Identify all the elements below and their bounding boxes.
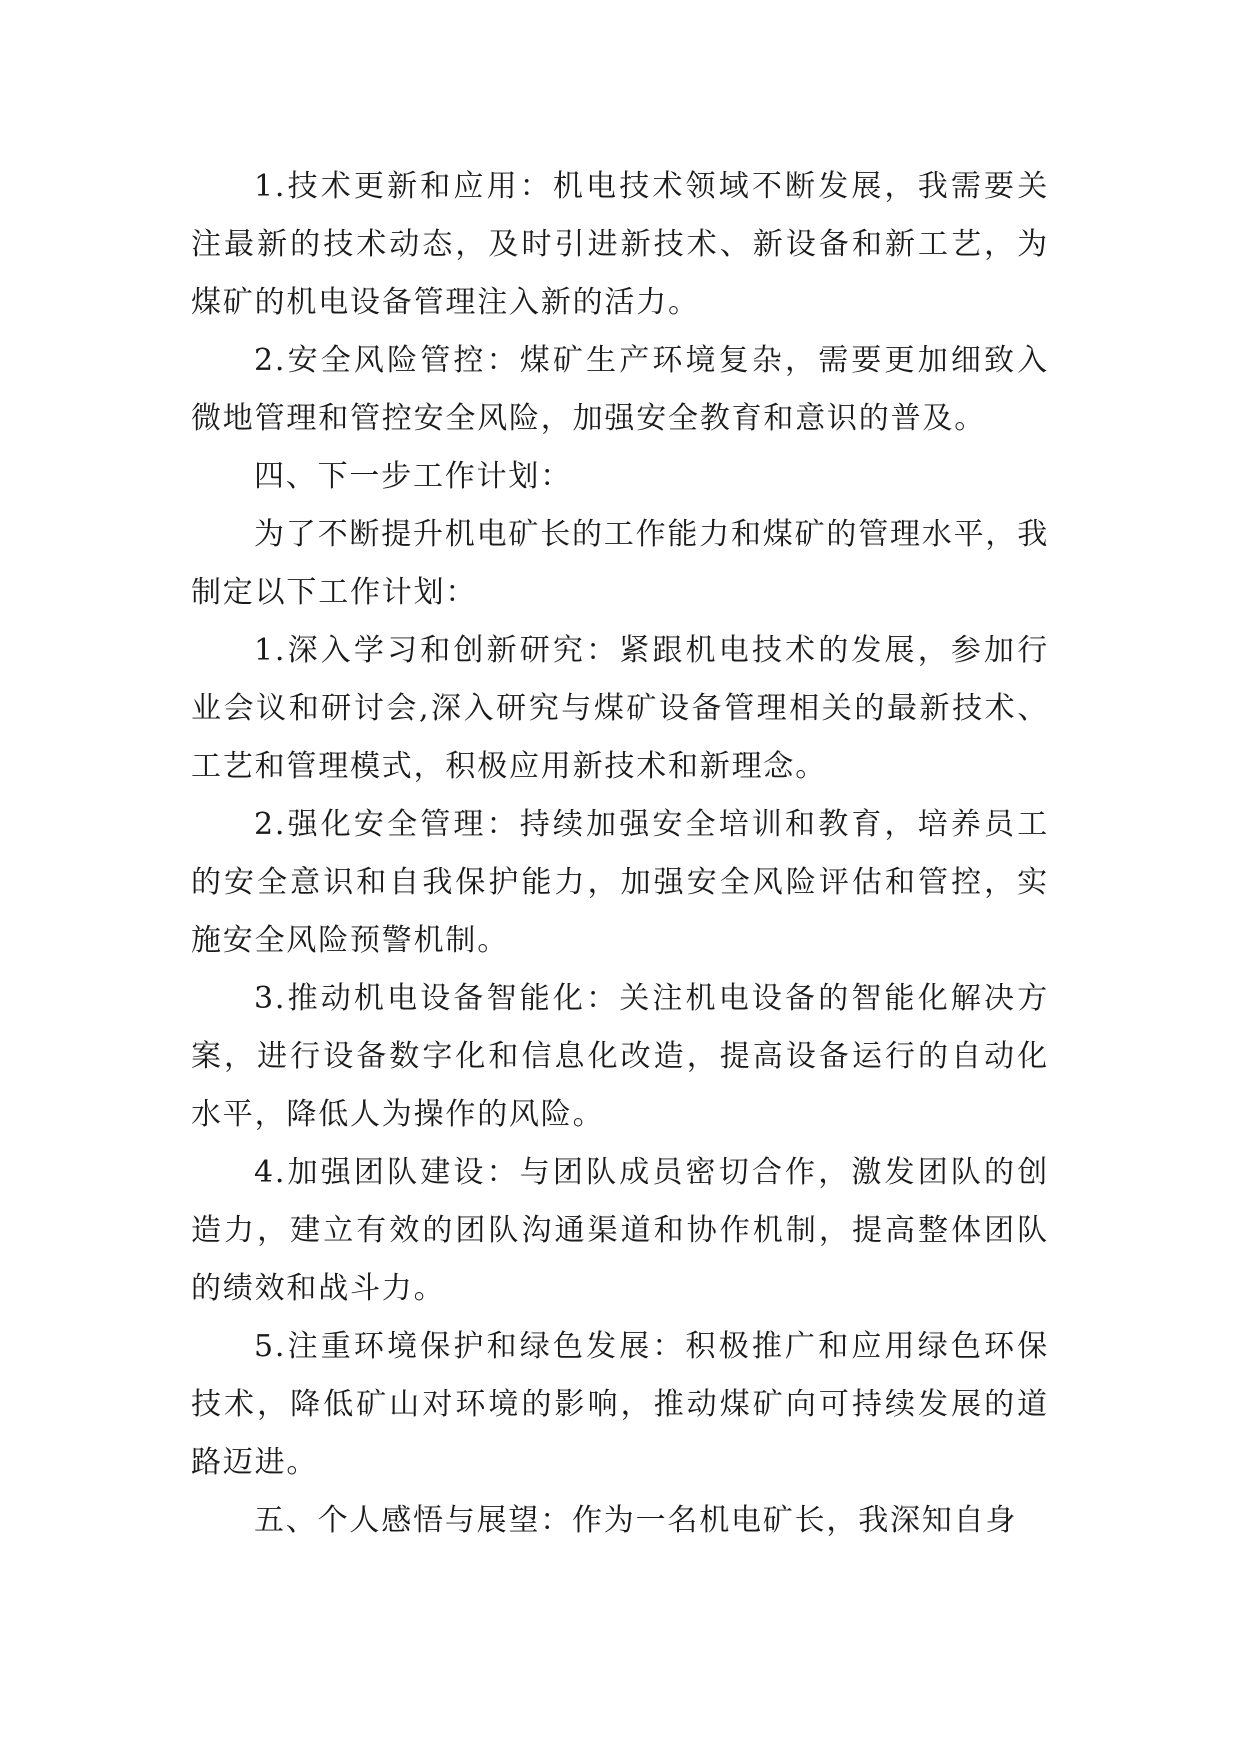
paragraph-plan-3: 3.推动机电设备智能化：关注机电设备的智能化解决方案，进行设备数字化和信息化改造，提高设备运行的自动化水平，降低人为操作的风险。 <box>191 981 1049 1132</box>
document-body <box>191 158 1049 1550</box>
paragraph-plan-4: 4.加强团队建设：与团队成员密切合作，激发团队的创造力，建立有效的团队沟通渠道和协作机制，提高整体团队的绩效和战斗力。 <box>191 1155 1049 1306</box>
section-heading-next-plan: 四、下一步工作计划： <box>254 459 572 494</box>
section-heading-reflection: 五、个人感悟与展望：作为一名机电矿长，我深知自身 <box>254 1503 1018 1538</box>
paragraph-plan-intro: 为了不断提升机电矿长的工作能力和煤矿的管理水平，我制定以下工作计划： <box>191 517 1049 610</box>
paragraph-plan-2: 2.强化安全管理：持续加强安全培训和教育，培养员工的安全意识和自我保护能力，加强安全风险评估和管控，实施安全风险预警机制。 <box>191 807 1049 958</box>
paragraph-safety-risk: 2.安全风险管控：煤矿生产环境复杂，需要更加细致入微地管理和管控安全风险，加强安全教育和意识的普及。 <box>191 343 1049 436</box>
paragraph-plan-1: 1.深入学习和创新研究：紧跟机电技术的发展，参加行业会议和研讨会,深入研究与煤矿设备管理相关的最新技术、工艺和管理模式，积极应用新技术和新理念。 <box>191 633 1049 784</box>
paragraph-tech-update: 1.技术更新和应用：机电技术领域不断发展，我需要关注最新的技术动态，及时引进新技术、新设备和新工艺，为煤矿的机电设备管理注入新的活力。 <box>191 169 1049 320</box>
paragraph-plan-5: 5.注重环境保护和绿色发展：积极推广和应用绿色环保技术，降低矿山对环境的影响，推动煤矿向可持续发展的道路迈进。 <box>191 1329 1049 1480</box>
